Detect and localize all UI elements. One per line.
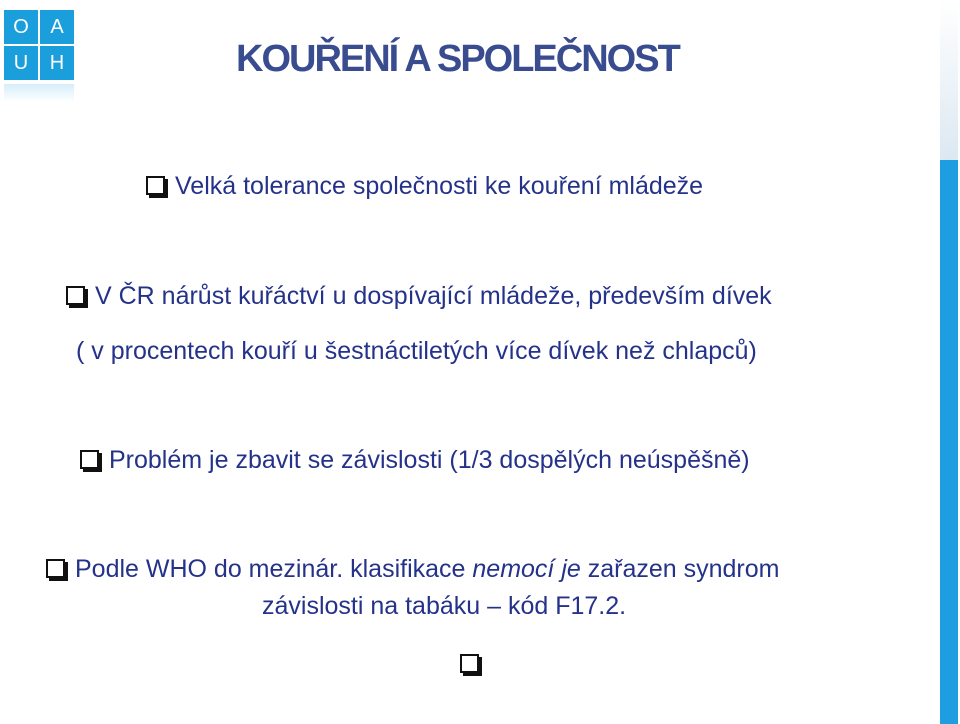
checkbox-icon	[46, 559, 65, 578]
logo-letter-h: H	[40, 46, 74, 80]
bullet-tolerance	[146, 172, 703, 201]
right-accent-bar-fade	[940, 0, 958, 160]
logo-grid	[4, 10, 74, 82]
checkbox-icon	[66, 286, 85, 305]
bullet-text: Velká tolerance společnosti ke kouření mládeže	[175, 172, 704, 200]
logo-letter-u: U	[4, 46, 38, 80]
bullet-addiction	[80, 446, 750, 475]
slide-title: KOUŘENÍ A SPOLEČNOST	[236, 38, 679, 80]
checkbox-icon	[80, 450, 99, 469]
oauh-logo	[4, 10, 74, 82]
checkbox-icon	[460, 654, 479, 673]
bullet-text-part1: Podle WHO do mezinár. klasifikace	[75, 555, 473, 583]
bullet-empty	[460, 650, 489, 679]
bullet-growth-continuation: ( v procentech kouří u šestnáctiletých více dívek než chlapců)	[76, 337, 757, 365]
bullet-who	[46, 555, 779, 584]
bullet-text: Problém je zbavit se závislosti (1/3 dospělých neúspěšně)	[109, 446, 750, 474]
logo-letter-o: O	[4, 10, 38, 44]
bullet-text-emphasis: nemocí je	[472, 555, 581, 583]
logo-letter-a: A	[40, 10, 74, 44]
bullet-text: V ČR nárůst kuřáctví u dospívající mládeže, především dívek	[95, 282, 772, 310]
bullet-growth	[66, 282, 772, 311]
bullet-who-continuation: závislosti na tabáku – kód F17.2.	[262, 592, 627, 620]
bullet-text-part2: zařazen syndrom	[580, 555, 780, 583]
checkbox-icon	[146, 176, 165, 195]
logo-reflection	[4, 84, 74, 102]
